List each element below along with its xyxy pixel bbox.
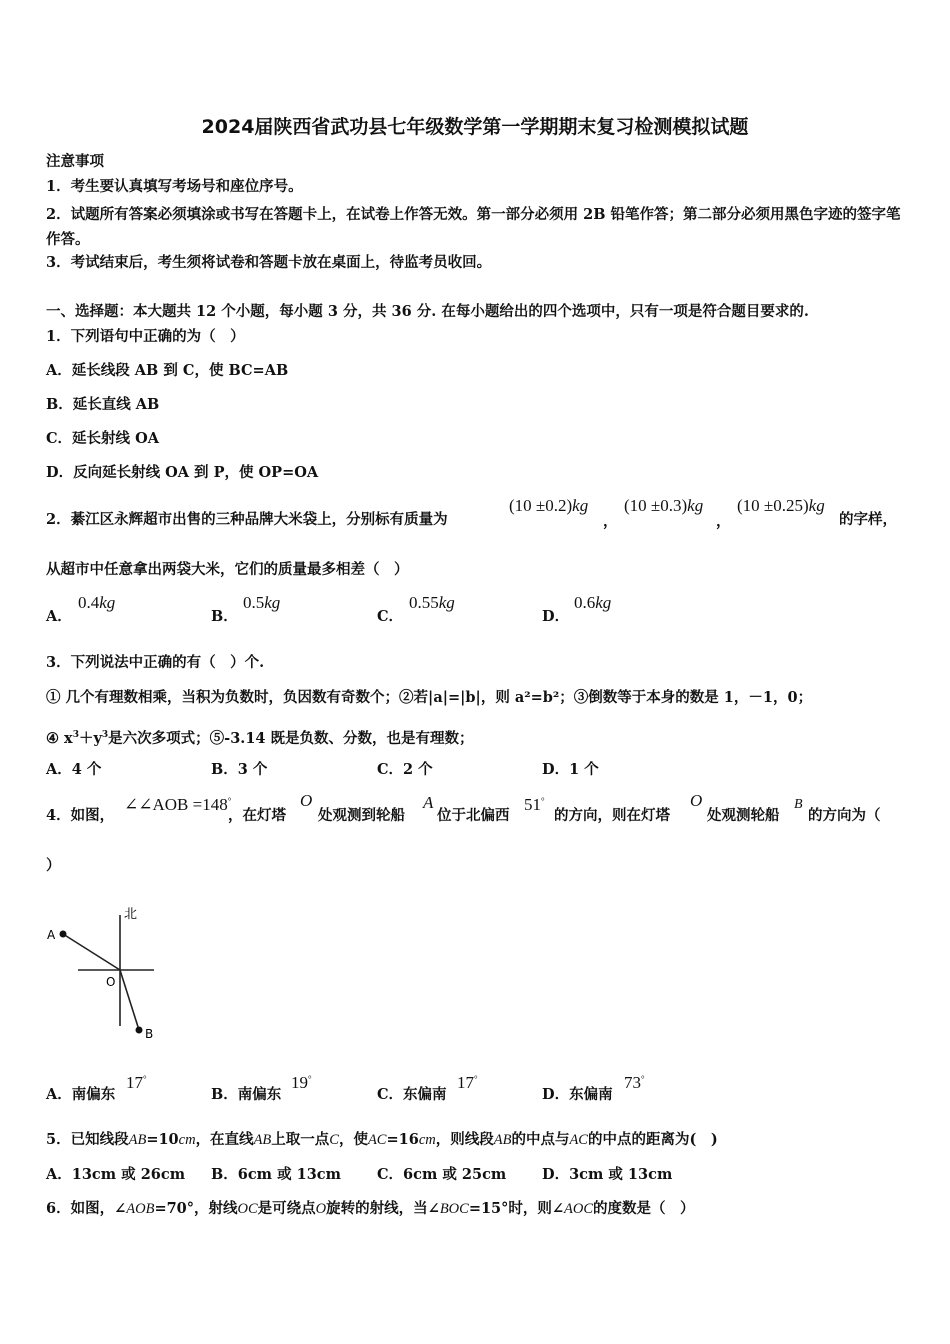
q4-text-2: ，在灯塔 <box>228 807 286 824</box>
q4-option-b-label: B．南偏东 <box>211 1086 282 1103</box>
q4-point-o-2: O <box>690 791 703 810</box>
label-north: 北 <box>124 907 138 922</box>
q4-point-b: B <box>794 797 803 812</box>
q4-option-c-value: 17° <box>457 1073 478 1092</box>
q1-option-a: A．延长线段 AB 到 C，使 BC=AB <box>46 362 289 379</box>
q2-mass-1: (10 ±0.2)kg <box>509 496 589 515</box>
notice-item-2: 2．试题所有答案必须填涂或书写在答题卡上，在试卷上作答无效。第一部分必须用 2B 铅笔作答；第二部分必须用黑色字迹的签字笔作答。 <box>46 206 901 248</box>
q1-option-b: B．延长直线 AB <box>46 396 160 413</box>
q2-option-b-value: 0.5kg <box>243 593 281 612</box>
q4-compass-figure <box>44 900 164 1045</box>
q1-option-c: C．延长射线 OA <box>46 430 159 447</box>
q2-comma-1: ， <box>603 513 618 530</box>
q4-text-4: 位于北偏西 <box>437 807 510 824</box>
q2-option-a-label: A． <box>46 608 72 625</box>
ray-ob <box>120 970 139 1030</box>
q2-option-a-value: 0.4kg <box>78 593 116 612</box>
label-a: A <box>47 928 56 942</box>
page-title: 2024届陕西省武功县七年级数学第一学期期末复习检测模拟试题 <box>201 116 749 138</box>
q4-option-a-value: 17° <box>126 1073 147 1092</box>
q3-option-c: C．2 个 <box>377 761 433 778</box>
label-o: O <box>106 975 116 989</box>
q4-option-b-value: 19° <box>291 1073 312 1092</box>
q2-stem-b: 的字样， <box>839 511 897 528</box>
notice-heading: 注意事项 <box>46 153 104 170</box>
q4-text-7: 的方向为（ <box>808 807 881 824</box>
q4-text-8: ） <box>46 857 61 874</box>
q3-statement-1: ① 几个有理数相乘，当积为负数时，负因数有奇数个；②若|a|=|b|，则 a²=b²；③倒数等于本身的数是 1，－1，0； <box>46 689 813 706</box>
q4-text-1: 4．如图， <box>46 807 115 824</box>
q1-option-d: D．反向延长射线 OA 到 P，使 OP=OA <box>46 464 319 481</box>
q2-option-b-label: B． <box>211 608 238 625</box>
q6-stem: 6．如图，∠AOB=70°，射线OC是可绕点O旋转的射线，当∠BOC=15°时，则∠AOC的度数是（ ） <box>46 1200 695 1217</box>
q3-statement-2: ④ $x^3+y^3$是六次多项式；⑤-3.14 既是负数、分数，也是有理数； <box>46 730 474 747</box>
q2-option-d-value: 0.6kg <box>574 593 612 612</box>
notice-item-1: 1．考生要认真填写考场号和座位序号。 <box>46 178 303 195</box>
q5-option-c: C．6cm 或 25cm <box>377 1166 507 1183</box>
q2-mass-2: (10 ±0.3)kg <box>624 496 704 515</box>
q2-option-c-value: 0.55kg <box>409 593 455 612</box>
q4-option-d-label: D．东偏南 <box>542 1086 613 1103</box>
q3-option-d: D．1 个 <box>542 761 599 778</box>
q1-stem: 1．下列语句中正确的为（ ） <box>46 328 245 345</box>
q5-option-a: A．13cm 或 26cm <box>46 1166 186 1183</box>
q2-option-c-label: C． <box>377 608 404 625</box>
q3-option-b: B．3 个 <box>211 761 268 778</box>
q3-option-a: A．4 个 <box>46 761 102 778</box>
q2-comma-2: ， <box>716 513 731 530</box>
notice-item-3: 3．考试结束后，考生须将试卷和答题卡放在桌面上，待监考员收回。 <box>46 254 492 271</box>
section-heading: 一、选择题：本大题共 12 个小题，每小题 3 分，共 36 分. 在每小题给出的四个选项中，只有一项是符合题目要求的. <box>46 303 809 320</box>
q5-option-d: D．3cm 或 13cm <box>542 1166 673 1183</box>
q2-stem-c: 从超市中任意拿出两袋大米，它们的质量最多相差（ ） <box>46 561 409 578</box>
ray-oa <box>63 934 120 970</box>
q4-text-6: 处观测轮船 <box>707 807 780 824</box>
q4-option-c-label: C．东偏南 <box>377 1086 447 1103</box>
q5-stem: 5．已知线段AB=10cm，在直线AB上取一点C，使AC=16cm，则线段AB的中点与AC的中点的距离为( ) <box>46 1131 718 1148</box>
label-b: B <box>145 1027 154 1041</box>
q2-mass-3: (10 ±0.25)kg <box>737 496 825 515</box>
q4-text-5: 的方向，则在灯塔 <box>554 807 670 824</box>
q4-option-a-label: A．南偏东 <box>46 1086 116 1103</box>
q4-angle-aob: ∠∠AOB =148° <box>124 795 232 814</box>
point-b-dot <box>136 1027 143 1034</box>
q4-text-3: 处观测到轮船 <box>318 807 405 824</box>
q2-stem-a: 2．綦江区永辉超市出售的三种品牌大米袋上，分别标有质量为 <box>46 511 448 528</box>
q5-option-b: B．6cm 或 13cm <box>211 1166 341 1183</box>
q4-degree-51: 51° <box>524 795 545 814</box>
q4-point-o: O <box>300 791 313 810</box>
point-a-dot <box>60 931 67 938</box>
q4-option-d-value: 73° <box>624 1073 645 1092</box>
q2-option-d-label: D． <box>542 608 570 625</box>
q4-point-a: A <box>423 793 434 812</box>
q3-stem: 3．下列说法中正确的有（ ）个. <box>46 654 265 671</box>
